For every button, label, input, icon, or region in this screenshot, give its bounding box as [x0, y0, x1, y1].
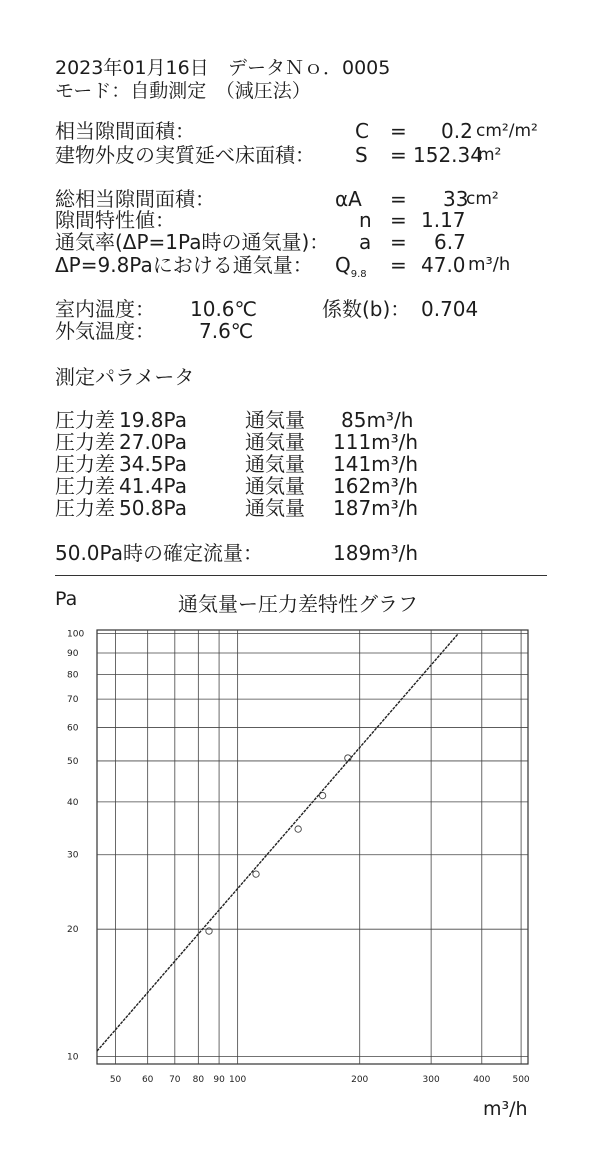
aa-symbol: αA — [335, 187, 362, 211]
x-tick-label: 50 — [109, 1075, 122, 1085]
x-tick-label: 60 — [141, 1075, 154, 1085]
aa-value: 33 — [443, 187, 469, 211]
airflow-value: 187m³/h — [333, 496, 419, 520]
pressure-label: 圧力差 — [55, 408, 115, 432]
a-value: 6.7 — [434, 230, 466, 254]
n-symbol: n — [359, 208, 372, 232]
y-tick-label: 50 — [67, 756, 79, 767]
airflow-label: 通気量 — [245, 430, 305, 454]
a-equals: = — [390, 230, 407, 254]
x-tick-label: 400 — [473, 1075, 491, 1085]
pressure-value: 50.8Pa — [119, 496, 187, 520]
data-point — [253, 871, 259, 877]
outdoor-temp-value: 7.6℃ — [199, 319, 254, 343]
x-tick-label: 300 — [422, 1075, 440, 1085]
y-tick-label: 80 — [67, 670, 79, 681]
y-tick-label: 10 — [67, 1052, 79, 1063]
y-tick-label: 30 — [67, 850, 79, 861]
y-tick-label: 60 — [67, 723, 79, 734]
plot-frame — [97, 630, 528, 1064]
airflow-label: 通気量 — [245, 452, 305, 476]
airflow-value: 141m³/h — [333, 452, 419, 476]
q-equals: = — [390, 253, 407, 277]
x-tick-label: 90 — [213, 1075, 225, 1085]
pressure-label: 圧力差 — [55, 452, 115, 476]
y-tick-label: 70 — [67, 695, 79, 706]
airflow-at-9-8pa-label: ΔP=9.8Paにおける通気量： — [55, 253, 313, 277]
coefficient-value: 0.704 — [421, 297, 479, 321]
x-tick-label: 100 — [229, 1075, 247, 1085]
chart-title: 通気量ー圧力差特性グラフ — [178, 592, 418, 616]
y-tick-label: 90 — [67, 648, 79, 659]
q-subscript: 9.8 — [350, 269, 367, 280]
a-symbol: a — [359, 230, 372, 254]
pressure-label: 圧力差 — [55, 496, 115, 520]
chart-ylabel: Pa — [55, 588, 78, 610]
coefficient-label: 係数(b)： — [322, 297, 411, 321]
pressure-value: 34.5Pa — [119, 452, 187, 476]
pressure-value: 19.8Pa — [119, 408, 187, 432]
n-equals: = — [390, 208, 407, 232]
date-text: 2023年01月16日 — [55, 57, 209, 79]
pressure-label: 圧力差 — [55, 474, 115, 498]
indoor-temp-value: 10.6℃ — [190, 297, 257, 321]
airflow-value: 85m³/h — [341, 408, 414, 432]
airflow-label: 通気量 — [245, 496, 305, 520]
airflow-value: 111m³/h — [333, 430, 419, 454]
s-value: 152.34 — [413, 143, 483, 167]
x-tick-label: 200 — [351, 1075, 369, 1085]
chart-xlabel: m³/h — [483, 1098, 528, 1120]
x-tick-label: 500 — [512, 1075, 530, 1085]
q-symbol: $Q_{9.8}$ — [335, 253, 367, 280]
x-tick-label: 80 — [192, 1075, 205, 1085]
fixed-flow-label: 50.0Pa時の確定流量： — [55, 541, 263, 565]
data-point — [295, 826, 301, 832]
indoor-temp-label: 室内温度： — [55, 297, 155, 321]
fit-line — [97, 634, 458, 1051]
air-permeability-label: 通気率(ΔP=1Pa時の通気量)： — [55, 230, 330, 254]
outdoor-temp-label: 外気温度： — [55, 319, 155, 343]
s-symbol: S — [355, 143, 368, 167]
airflow-label: 通気量 — [245, 408, 305, 432]
params-title: 測定パラメータ — [55, 365, 195, 389]
data-number-text: データＮｏ．0005 — [228, 57, 391, 79]
c-value: 0.2 — [441, 119, 473, 143]
s-equals: = — [390, 143, 407, 167]
airflow-value: 162m³/h — [333, 474, 419, 498]
fixed-flow-value: 189m³/h — [333, 541, 419, 565]
pressure-value: 27.0Pa — [119, 430, 187, 454]
x-tick-label: 70 — [169, 1075, 181, 1085]
y-tick-label: 40 — [67, 797, 79, 808]
mode-text: モード：自動測定 （減圧法） — [55, 80, 311, 102]
q-unit: m³/h — [468, 254, 511, 275]
pressure-label: 圧力差 — [55, 430, 115, 454]
c-equals: = — [390, 119, 407, 143]
q-value: 47.0 — [421, 253, 466, 277]
aa-equals: = — [390, 187, 407, 211]
equivalent-leakage-area-label: 相当隙間面積： — [55, 119, 195, 143]
n-value: 1.17 — [421, 208, 466, 232]
leakage-characteristic-label: 隙間特性値： — [55, 208, 175, 232]
floor-area-label: 建物外皮の実質延べ床面積： — [55, 143, 315, 167]
s-unit: m² — [478, 145, 502, 165]
total-leakage-area-label: 総相当隙間面積： — [55, 187, 215, 211]
pressure-value: 41.4Pa — [119, 474, 187, 498]
y-tick-label: 20 — [67, 925, 79, 936]
aa-unit: cm² — [466, 189, 499, 209]
c-unit: cm²/m² — [476, 121, 538, 141]
c-symbol: C — [355, 119, 369, 143]
y-tick-label: 100 — [67, 629, 85, 640]
airflow-label: 通気量 — [245, 474, 305, 498]
